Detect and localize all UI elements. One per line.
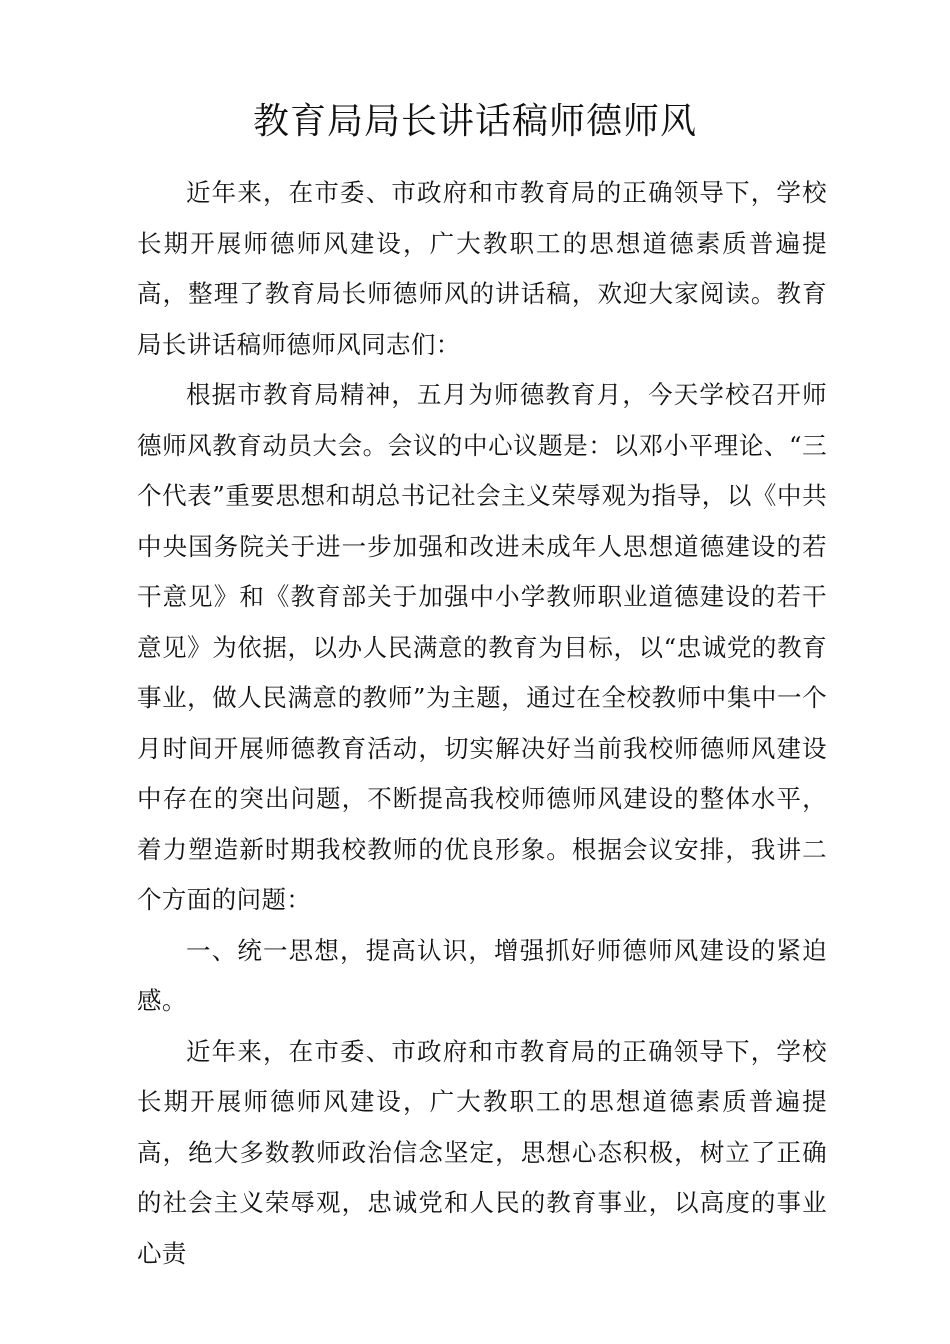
document-body <box>137 168 827 1279</box>
paragraph-1: 近年来，在市委、市政府和市教育局的正确领导下，学校长期开展师德师风建设，广大教职工的思想道德素质普遍提高，整理了教育局长师德师风的讲话稿，欢迎大家阅读。教育局长讲话稿师德师风同志们： <box>137 178 827 359</box>
paragraph-2: 根据市教育局精神，五月为师德教育月，今天学校召开师德师风教育动员大会。会议的中心议题是：以邓小平理论、“三个代表”重要思想和胡总书记社会主义荣辱观为指导，以《中共中央国务院关于进一步加强和改进未成年人思想道德建设的若干意见》和《教育部关于加强中小学教师职业道德建设的若干意见》为依据，以办人民满意的教育为目标，以“忠诚党的教育事业，做人民满意的教师”为主题，通过在全校教师中集中一个月时间开展师德教育活动，切实解决好当前我校师德师风建设中存在的突出问题，不断提高我校师德师风建设的整体水平，着力塑造新时期我校教师的优良形象。根据会议安排，我讲二个方面的问题： <box>137 380 827 914</box>
paragraph-3: 一、统一思想，提高认识，增强抓好师德师风建设的紧迫感。 <box>137 935 827 1015</box>
page-title: 教育局局长讲话稿师德师风 <box>252 101 697 142</box>
paragraph-4: 近年来，在市委、市政府和市教育局的正确领导下，学校长期开展师德师风建设，广大教职工的思想道德素质普遍提高，绝大多数教师政治信念坚定，思想心态积极，树立了正确的社会主义荣辱观，忠诚党和人民的教育事业，以高度的事业心责 <box>137 1036 827 1268</box>
